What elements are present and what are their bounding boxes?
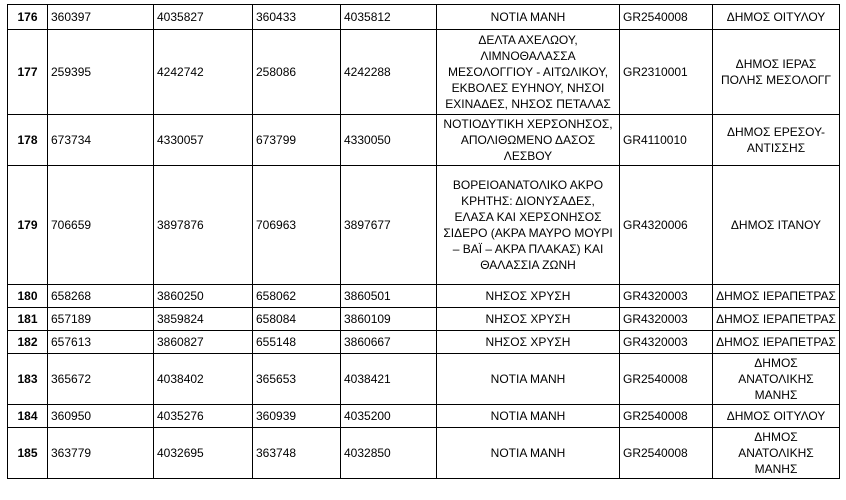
area-name: ΝΗΣΟΣ ΧΡΥΣΗ: [437, 285, 620, 308]
y-coordinate-1: 4035827: [154, 5, 253, 30]
x-coordinate-2: 258086: [253, 30, 341, 115]
x-coordinate-1: 360950: [48, 405, 154, 428]
x-coordinate-1: 673734: [48, 115, 154, 166]
y-coordinate-2: 3860109: [341, 308, 437, 331]
site-code: GR4320003: [620, 308, 713, 331]
x-coordinate-2: 673799: [253, 115, 341, 166]
site-code: GR2310001: [620, 30, 713, 115]
x-coordinate-1: 360397: [48, 5, 154, 30]
site-code: GR4110010: [620, 115, 713, 166]
y-coordinate-2: 4032850: [341, 428, 437, 479]
x-coordinate-1: 363779: [48, 428, 154, 479]
y-coordinate-1: 3897876: [154, 166, 253, 285]
y-coordinate-1: 4242742: [154, 30, 253, 115]
area-name: ΝΟΤΙΑ ΜΑΝΗ: [437, 354, 620, 405]
area-name: ΔΕΛΤΑ ΑΧΕΛΩΟΥ, ΛΙΜΝΟΘΑΛΑΣΣΑ ΜΕΣΟΛΟΓΓΙΟΥ - ΑΙΤΩΛΙΚΟΥ, ΕΚΒΟΛΕΣ ΕΥΗΝΟΥ, ΝΗΣΟΙ ΕΧΙΝΑΔΕΣ, ΝΗΣΟΣ ΠΕΤΑΛΑΣ: [437, 30, 620, 115]
y-coordinate-1: 3860827: [154, 331, 253, 354]
table-row: [8, 308, 840, 331]
site-code: GR4320006: [620, 166, 713, 285]
y-coordinate-1: 3859824: [154, 308, 253, 331]
x-coordinate-2: 363748: [253, 428, 341, 479]
x-coordinate-2: 706963: [253, 166, 341, 285]
row-number: 177: [8, 30, 48, 115]
site-code: GR4320003: [620, 331, 713, 354]
x-coordinate-2: 360433: [253, 5, 341, 30]
y-coordinate-1: 4038402: [154, 354, 253, 405]
x-coordinate-2: 658084: [253, 308, 341, 331]
x-coordinate-1: 657189: [48, 308, 154, 331]
y-coordinate-1: 3860250: [154, 285, 253, 308]
y-coordinate-2: 3860501: [341, 285, 437, 308]
area-name: ΝΟΤΙΑ ΜΑΝΗ: [437, 428, 620, 479]
y-coordinate-1: 4035276: [154, 405, 253, 428]
x-coordinate-1: 259395: [48, 30, 154, 115]
site-code: GR4320003: [620, 285, 713, 308]
row-number: 184: [8, 405, 48, 428]
row-number: 180: [8, 285, 48, 308]
area-name: ΝΟΤΙΑ ΜΑΝΗ: [437, 5, 620, 30]
row-number: 182: [8, 331, 48, 354]
table-row: [8, 30, 840, 115]
area-name: ΝΗΣΟΣ ΧΡΥΣΗ: [437, 331, 620, 354]
table-row: [8, 115, 840, 166]
municipality-name: ΔΗΜΟΣ ΑΝΑΤΟΛΙΚΗΣ ΜΑΝΗΣ: [713, 428, 840, 479]
table-row: [8, 405, 840, 428]
y-coordinate-2: 4035200: [341, 405, 437, 428]
y-coordinate-2: 4038421: [341, 354, 437, 405]
row-number: 179: [8, 166, 48, 285]
municipality-name: ΔΗΜΟΣ ΙΕΡΑΠΕΤΡΑΣ: [713, 308, 840, 331]
row-number: 181: [8, 308, 48, 331]
y-coordinate-2: 3897677: [341, 166, 437, 285]
y-coordinate-1: 4330057: [154, 115, 253, 166]
site-code: GR2540008: [620, 354, 713, 405]
x-coordinate-2: 365653: [253, 354, 341, 405]
area-name: ΝΗΣΟΣ ΧΡΥΣΗ: [437, 308, 620, 331]
x-coordinate-2: 658062: [253, 285, 341, 308]
row-number: 176: [8, 5, 48, 30]
table-row: [8, 428, 840, 479]
table-row: [8, 5, 840, 30]
y-coordinate-2: 4035812: [341, 5, 437, 30]
area-name: ΝΟΤΙΟΔΥΤΙΚΗ ΧΕΡΣΟΝΗΣΟΣ, ΑΠΟΛΙΘΩΜΕΝΟ ΔΑΣΟΣ ΛΕΣΒΟΥ: [437, 115, 620, 166]
municipality-name: ΔΗΜΟΣ ΟΙΤΥΛΟΥ: [713, 405, 840, 428]
x-coordinate-1: 658268: [48, 285, 154, 308]
area-name: ΝΟΤΙΑ ΜΑΝΗ: [437, 405, 620, 428]
site-code: GR2540008: [620, 5, 713, 30]
area-name: ΒΟΡΕΙΟΑΝΑΤΟΛΙΚΟ ΑΚΡΟ ΚΡΗΤΗΣ: ΔΙΟΝΥΣΑΔΕΣ, ΕΛΑΣΑ ΚΑΙ ΧΕΡΣΟΝΗΣΟΣ ΣΙΔΕΡΟ (ΑΚΡΑ ΜΑΥΡΟ ΜΟΥΡΙ – ΒΑΪ – ΑΚΡΑ ΠΛΑΚΑΣ) ΚΑΙ ΘΑΛΑΣΣΙΑ ΖΩΝΗ: [437, 166, 620, 285]
municipality-name: ΔΗΜΟΣ ΙΕΡΑΣ ΠΟΛΗΣ ΜΕΣΟΛΟΓΓ: [713, 30, 840, 115]
x-coordinate-1: 657613: [48, 331, 154, 354]
y-coordinate-2: 3860667: [341, 331, 437, 354]
municipality-name: ΔΗΜΟΣ ΕΡΕΣΟΥ-ΑΝΤΙΣΣΗΣ: [713, 115, 840, 166]
y-coordinate-1: 4032695: [154, 428, 253, 479]
table-row: [8, 166, 840, 285]
municipality-name: ΔΗΜΟΣ ΙΤΑΝΟΥ: [713, 166, 840, 285]
row-number: 185: [8, 428, 48, 479]
site-code: GR2540008: [620, 428, 713, 479]
y-coordinate-2: 4330050: [341, 115, 437, 166]
municipality-name: ΔΗΜΟΣ ΑΝΑΤΟΛΙΚΗΣ ΜΑΝΗΣ: [713, 354, 840, 405]
x-coordinate-2: 655148: [253, 331, 341, 354]
table-row: [8, 354, 840, 405]
x-coordinate-1: 365672: [48, 354, 154, 405]
municipality-name: ΔΗΜΟΣ ΙΕΡΑΠΕΤΡΑΣ: [713, 285, 840, 308]
x-coordinate-2: 360939: [253, 405, 341, 428]
x-coordinate-1: 706659: [48, 166, 154, 285]
row-number: 183: [8, 354, 48, 405]
table-row: [8, 285, 840, 308]
y-coordinate-2: 4242288: [341, 30, 437, 115]
row-number: 178: [8, 115, 48, 166]
table-row: [8, 331, 840, 354]
municipality-name: ΔΗΜΟΣ ΟΙΤΥΛΟΥ: [713, 5, 840, 30]
municipality-name: ΔΗΜΟΣ ΙΕΡΑΠΕΤΡΑΣ: [713, 331, 840, 354]
site-code: GR2540008: [620, 405, 713, 428]
coordinates-table: [7, 4, 840, 479]
